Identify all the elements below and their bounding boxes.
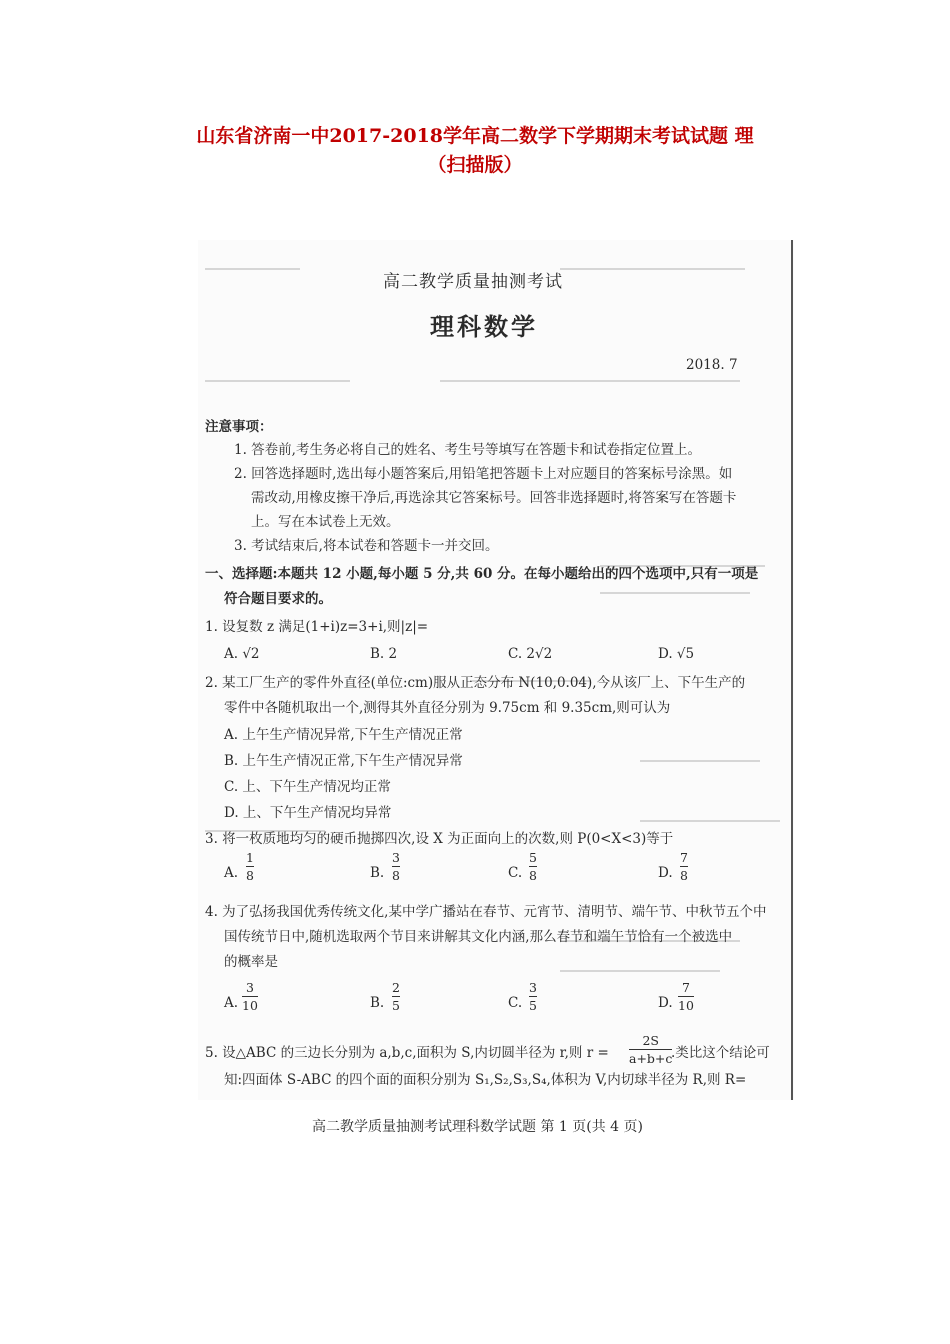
question-5-stem-tail: .类比这个结论可: [671, 1045, 770, 1061]
page-footer: 高二教学质量抽测考试理科数学试题 第 1 页(共 4 页): [312, 1119, 643, 1135]
section-heading-cont: 符合题目要求的。: [224, 591, 332, 607]
fraction: [392, 850, 400, 883]
bleed-through-mark: [600, 592, 750, 594]
bleed-through-mark: [560, 970, 720, 972]
fraction: [246, 850, 254, 883]
question-2-stem-cont: 零件中各随机取出一个,测得其外直径分别为 9.75cm 和 9.35cm,则可认为: [224, 700, 671, 716]
numerator: 5: [529, 850, 537, 865]
fraction-bar: [629, 1049, 672, 1050]
numerator: 3: [529, 980, 537, 995]
notice-item: 上。写在本试卷上无效。: [251, 514, 400, 530]
numerator: 7: [680, 850, 688, 865]
question-3-stem: 3. 将一枚质地均匀的硬币抛掷四次,设 X 为正面向上的次数,则 P(0<X<3)等于: [205, 831, 674, 847]
option-label: D.: [658, 865, 673, 881]
question-4-stem-cont: 国传统节日中,随机选取两个节目来讲解其文化内涵,那么春节和端午节恰有一个被选中: [224, 929, 733, 945]
option-label: C.: [508, 865, 523, 881]
exam-date: 2018. 7: [686, 357, 738, 373]
question-1-option-c: C. 2√2: [508, 646, 553, 662]
numerator: 2S: [642, 1033, 659, 1048]
bleed-through-mark: [560, 268, 745, 270]
question-4-stem: 4. 为了弘扬我国优秀传统文化,某中学广播站在春节、元宵节、清明节、端午节、中秋节五个中: [205, 904, 767, 920]
fraction: [242, 980, 258, 1013]
document-title-line2: （扫描版）: [427, 154, 523, 176]
document-title-line1: 山东省济南一中2017-2018学年高二数学下学期期末考试试题 理: [196, 125, 754, 147]
question-5-stem-cont: 知:四面体 S-ABC 的四个面的面积分别为 S₁,S₂,S₃,S₄,体积为 V,内切球半径为 R,则 R=: [224, 1072, 747, 1088]
fraction-bar: [246, 866, 254, 867]
notice-item: 需改动,用橡皮擦干净后,再选涂其它答案标号。回答非选择题时,将答案写在答题卡: [251, 490, 737, 506]
question-2-option-a: A. 上午生产情况异常,下午生产情况正常: [224, 727, 463, 743]
question-5-stem: 5. 设△ABC 的三边长分别为 a,b,c,面积为 S,内切圆半径为 r,则 r =: [205, 1045, 609, 1061]
option-label: A.: [224, 995, 239, 1011]
numerator: 2: [392, 980, 400, 995]
option-label: B.: [370, 865, 385, 881]
denominator: 8: [529, 868, 537, 883]
fraction: [680, 850, 688, 883]
question-4-stem-cont: 的概率是: [224, 954, 278, 970]
fraction-bar: [678, 996, 694, 997]
notice-item: 3. 考试结束后,将本试卷和答题卡一并交回。: [234, 538, 499, 554]
fraction-bar: [392, 866, 400, 867]
bleed-through-mark: [640, 820, 780, 822]
option-label: D.: [658, 995, 673, 1011]
denominator: 10: [242, 998, 258, 1013]
fraction: [529, 850, 537, 883]
denominator: 5: [529, 998, 537, 1013]
option-label: C.: [508, 995, 523, 1011]
question-2-option-b: B. 上午生产情况正常,下午生产情况异常: [224, 753, 463, 769]
fraction: [529, 980, 537, 1013]
notice-heading: 注意事项：: [205, 419, 273, 435]
denominator: 5: [392, 998, 400, 1013]
numerator: 1: [246, 850, 254, 865]
fraction: [678, 980, 694, 1013]
fraction-bar: [242, 996, 258, 997]
denominator: 10: [678, 998, 694, 1013]
fraction-bar: [529, 866, 537, 867]
denominator: 8: [246, 868, 254, 883]
question-2-option-d: D. 上、下午生产情况均异常: [224, 805, 392, 821]
denominator: 8: [392, 868, 400, 883]
option-label: B.: [370, 995, 385, 1011]
question-1-option-b: B. 2: [370, 646, 398, 662]
numerator: 3: [245, 980, 254, 995]
question-2-option-c: C. 上、下午生产情况均正常: [224, 779, 391, 795]
bleed-through-mark: [640, 760, 760, 762]
question-1-option-a: A. √2: [224, 646, 260, 662]
bleed-through-mark: [440, 380, 740, 382]
bleed-through-mark: [205, 380, 350, 382]
question-2-stem: 2. 某工厂生产的零件外直径(单位:cm)服从正态分布 N(10,0.04),今从该厂上、下午生产的: [205, 675, 746, 691]
fraction: [629, 1033, 672, 1066]
notice-item: 2. 回答选择题时,选出每小题答案后,用铅笔把答题卡上对应题目的答案标号涂黑。如: [234, 466, 733, 482]
fraction-bar: [392, 996, 400, 997]
question-1-option-d: D. √5: [658, 646, 695, 662]
option-label: A.: [224, 865, 239, 881]
notice-item: 1. 答卷前,考生务必将自己的姓名、考生号等填写在答题卡和试卷指定位置上。: [234, 442, 701, 458]
document-title: [0, 122, 950, 180]
fraction: [392, 980, 400, 1013]
numerator: 7: [681, 980, 690, 995]
denominator: 8: [680, 868, 688, 883]
numerator: 3: [392, 850, 400, 865]
fraction-bar: [529, 996, 537, 997]
bleed-through-mark: [205, 268, 300, 270]
question-1-stem: 1. 设复数 z 满足(1+i)z=3+i,则|z|=: [205, 619, 429, 635]
exam-title: 高二教学质量抽测考试: [383, 272, 563, 292]
fraction-bar: [680, 866, 688, 867]
denominator: a+b+c: [629, 1051, 673, 1066]
subject-title: 理科数学: [430, 312, 538, 341]
section-heading: 一、选择题:本题共 12 小题,每小题 5 分,共 60 分。在每小题给出的四个选项中,只有一项是: [205, 566, 759, 582]
page-edge-line: [791, 240, 793, 1100]
